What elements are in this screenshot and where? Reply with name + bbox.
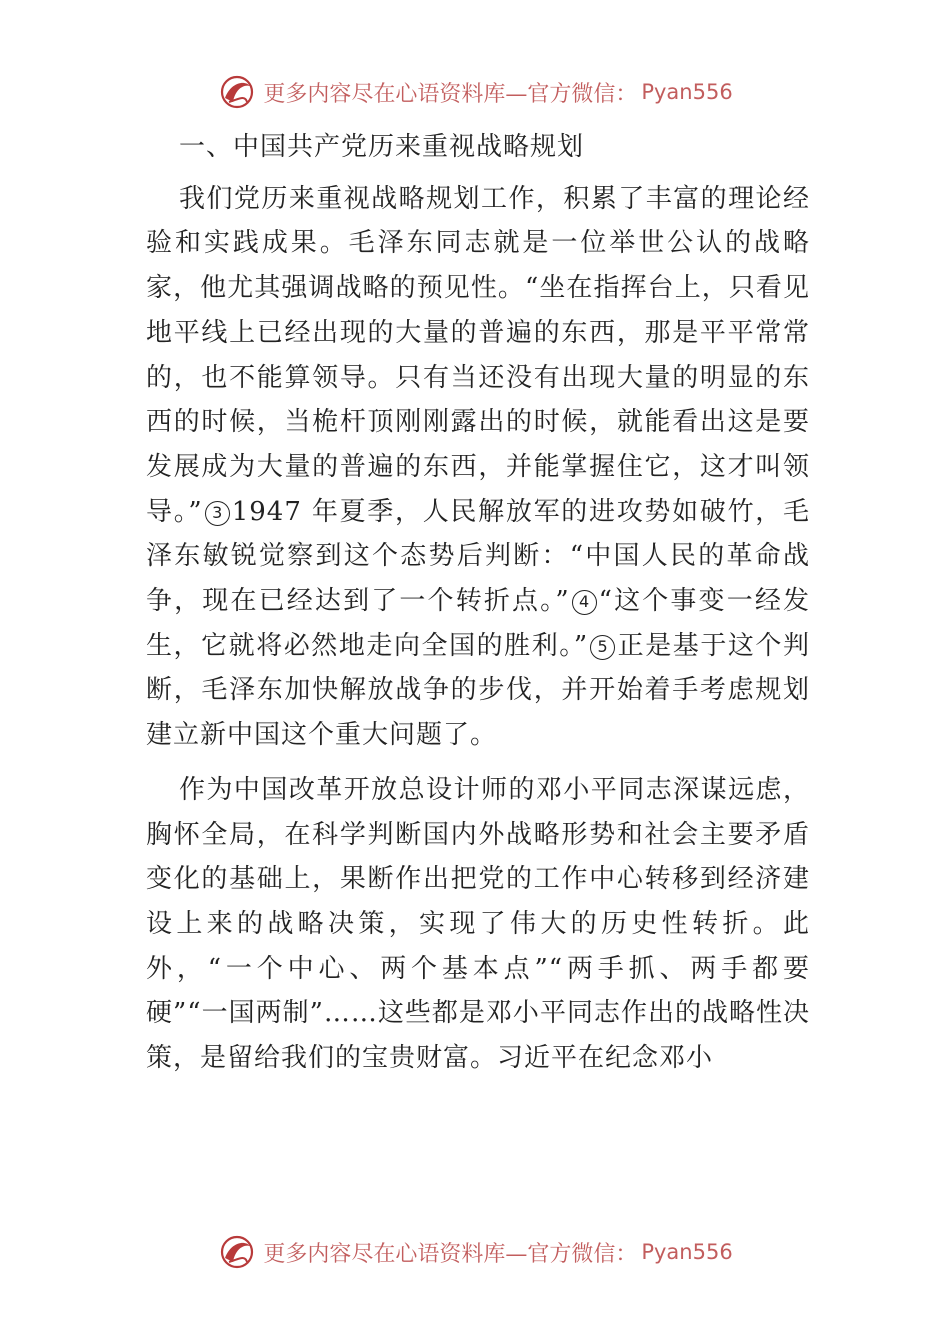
paragraph-1-part-a: 我们党历来重视战略规划工作，积累了丰富的理论经验和实践成果。毛泽东同志就是一位举世公认的战略家，他尤其强调战略的预见性。“坐在指挥台上，只看见地平线上已经出现的大量的普遍的东西，那是平平常常的，也不能算领导。只有当还没有出现大量的明显的东西的时候，当桅杆顶刚刚露出的时候，就能看出这是要发展成为大量的普遍的东西，并能掌握住它，这才叫领导。” — [146, 183, 810, 527]
banner-text: 更多内容尽在心语资料库—官方微信： — [263, 81, 638, 107]
banner-wechat-id: Pyan556 — [641, 80, 733, 104]
banner-text: 更多内容尽在心语资料库—官方微信： — [263, 1241, 638, 1267]
footnote-ref-3: 3 — [205, 501, 230, 526]
document-body — [146, 125, 810, 1090]
footnote-ref-4: 4 — [572, 590, 597, 615]
paragraph-1 — [146, 177, 810, 758]
paragraph-1-part-d: 正是基于这个判断，毛泽东加快解放战争的步伐，并开始着手考虑规划建立新中国这个重大问题了。 — [146, 630, 810, 751]
footnote-ref-5: 5 — [590, 635, 615, 660]
paragraph-2: 作为中国改革开放总设计师的邓小平同志深谋远虑，胸怀全局，在科学判断国内外战略形势和社会主要矛盾变化的基础上，果断作出把党的工作中心转移到经济建设上来的战略决策，实现了伟大的历史性转折。此外，“一个中心、两个基本点”“两手抓、两手都要硬”“一国两制”……这些都是邓小平同志作出的战略性决策，是留给我们的宝贵财富。习近平在纪念邓小 — [146, 774, 810, 1074]
paragraph-1-part-c: “这个事变一经发生，它就将必然地走向全国的胜利。” — [146, 586, 811, 661]
footer-banner — [0, 1230, 950, 1274]
header-banner — [0, 70, 950, 114]
red-swirl-logo-icon — [217, 1232, 257, 1272]
red-swirl-logo-icon — [217, 72, 257, 112]
section-heading: 一、中国共产党历来重视战略规划 — [179, 132, 585, 162]
paragraph-1-part-b: 1947 年夏季，人民解放军的进攻势如破竹，毛泽东敏锐觉察到这个态势后判断：“中国人民的革命战争，现在已经达到了一个转折点。” — [146, 496, 810, 617]
banner-wechat-id: Pyan556 — [641, 1240, 733, 1264]
